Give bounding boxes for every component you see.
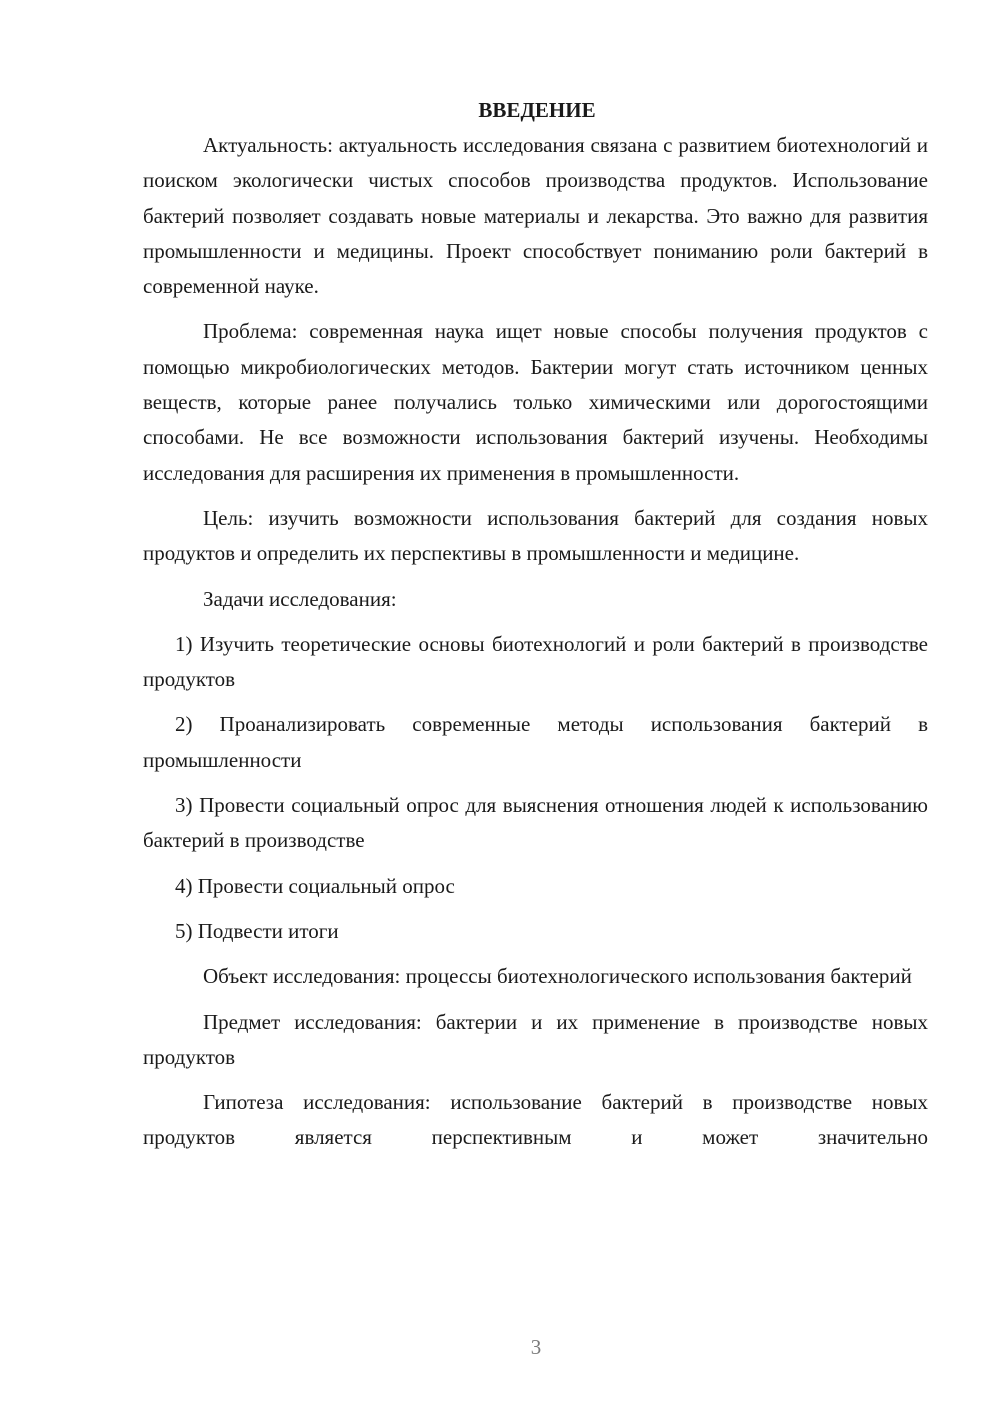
page-number: 3 [530, 1335, 542, 1359]
relevance-paragraph: Актуальность: актуальность исследования связана с развитием биотехнологий и поиском экологически чистых способов производства продуктов. Использование бактерий позволяет создавать новые материалы и лекарства. Это важно для развития промышленности и медицины. Проект способствует пониманию роли бактерий в современной науке. [143, 133, 928, 299]
task-item: 4) Провести социальный опрос [175, 873, 455, 898]
document-page [143, 93, 928, 1166]
object-paragraph: Объект исследования: процессы биотехнологического использования бактерий [203, 964, 912, 989]
tasks-heading: Задачи исследования: [203, 586, 397, 611]
goal-paragraph: Цель: изучить возможности использования бактерий для создания новых продуктов и определить их перспективы в промышленности и медицине. [143, 505, 928, 566]
task-item: 2) Проанализировать современные методы использования бактерий в промышленности [143, 712, 928, 772]
task-item: 3) Провести социальный опрос для выяснения отношения людей к использованию бактерий в производстве [143, 793, 928, 853]
task-item: 1) Изучить теоретические основы биотехнологий и роли бактерий в производстве продуктов [143, 631, 928, 692]
task-item: 5) Подвести итоги [175, 918, 339, 943]
subject-paragraph: Предмет исследования: бактерии и их применение в производстве новых продуктов [143, 1009, 928, 1069]
problem-paragraph: Проблема: современная наука ищет новые способы получения продуктов с помощью микробиологических методов. Бактерии могут стать источником ценных веществ, которые ранее получались только химическими или дорогостоящими способами. Не все возможности использования бактерий изучены. Необходимы исследования для расширения их применения в промышленности. [143, 319, 928, 485]
page-title: ВВЕДЕНИЕ [478, 98, 596, 122]
hypothesis-paragraph: Гипотеза исследования: использование бактерий в производстве новых продуктов является перспективным и может значительно [143, 1090, 928, 1150]
